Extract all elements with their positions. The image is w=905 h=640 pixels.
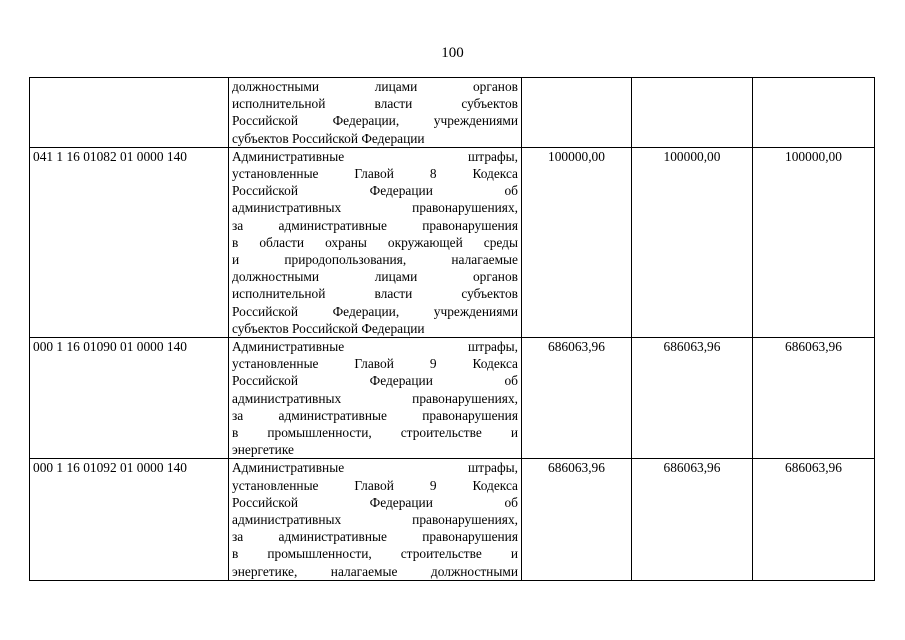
table-row	[30, 459, 875, 580]
description-line: административных правонарушениях,	[232, 512, 518, 528]
description-cell	[229, 147, 522, 337]
kbk-code-cell	[30, 78, 229, 148]
description-line: в промышленности, строительстве и	[232, 425, 518, 441]
description-line: исполнительной власти субъектов	[232, 96, 518, 112]
amount-cell-1: 686063,96	[522, 459, 632, 580]
description-line: энергетике, налагаемые должностными	[232, 563, 518, 579]
description-line: Административные штрафы,	[232, 460, 518, 476]
description-line: должностными лицами органов	[232, 79, 518, 94]
amount-cell-2	[632, 78, 753, 148]
amount-cell-1: 686063,96	[522, 338, 632, 459]
description-line: за административные правонарушения	[232, 407, 518, 423]
amount-cell-2: 100000,00	[632, 147, 753, 337]
kbk-code-cell: 041 1 16 01082 01 0000 140	[30, 147, 229, 337]
description-line: Административные штрафы,	[232, 339, 518, 355]
description-line: Российской Федерации об	[232, 183, 518, 199]
table-row	[30, 147, 875, 337]
description-line: субъектов Российской Федерации	[232, 130, 425, 146]
page-number: 100	[441, 45, 464, 61]
amount-cell-3: 100000,00	[753, 147, 875, 337]
amount-cell-2: 686063,96	[632, 338, 753, 459]
table-row	[30, 338, 875, 459]
kbk-code-cell: 000 1 16 01090 01 0000 140	[30, 338, 229, 459]
description-line: за административные правонарушения	[232, 217, 518, 233]
amount-cell-2: 686063,96	[632, 459, 753, 580]
description-line: в промышленности, строительстве и	[232, 546, 518, 562]
description-line: Российской Федерации об	[232, 373, 518, 389]
table-body	[30, 78, 875, 581]
description-line: Российской Федерации, учреждениями	[232, 303, 518, 319]
amount-cell-3: 686063,96	[753, 459, 875, 580]
description-line: установленные Главой 9 Кодекса	[232, 356, 518, 372]
description-line: в области охраны окружающей среды	[232, 234, 518, 250]
description-line: Российской Федерации об	[232, 494, 518, 510]
table-row	[30, 78, 875, 148]
description-line: установленные Главой 8 Кодекса	[232, 166, 518, 182]
description-cell	[229, 338, 522, 459]
amount-cell-1	[522, 78, 632, 148]
description-line: энергетике	[232, 442, 294, 458]
kbk-code-cell: 000 1 16 01092 01 0000 140	[30, 459, 229, 580]
description-line: Административные штрафы,	[232, 148, 518, 164]
description-line: за административные правонарушения	[232, 529, 518, 545]
description-line: субъектов Российской Федерации	[232, 320, 425, 336]
amount-cell-3	[753, 78, 875, 148]
description-line: должностными лицами органов	[232, 269, 518, 285]
description-cell	[229, 78, 522, 148]
budget-table	[29, 77, 875, 581]
description-line: установленные Главой 9 Кодекса	[232, 477, 518, 493]
description-line: Российской Федерации, учреждениями	[232, 113, 518, 129]
description-cell	[229, 459, 522, 580]
amount-cell-3: 686063,96	[753, 338, 875, 459]
description-line: исполнительной власти субъектов	[232, 286, 518, 302]
description-line: и природопользования, налагаемые	[232, 252, 518, 268]
description-line: административных правонарушениях,	[232, 390, 518, 406]
amount-cell-1: 100000,00	[522, 147, 632, 337]
description-line: административных правонарушениях,	[232, 200, 518, 216]
